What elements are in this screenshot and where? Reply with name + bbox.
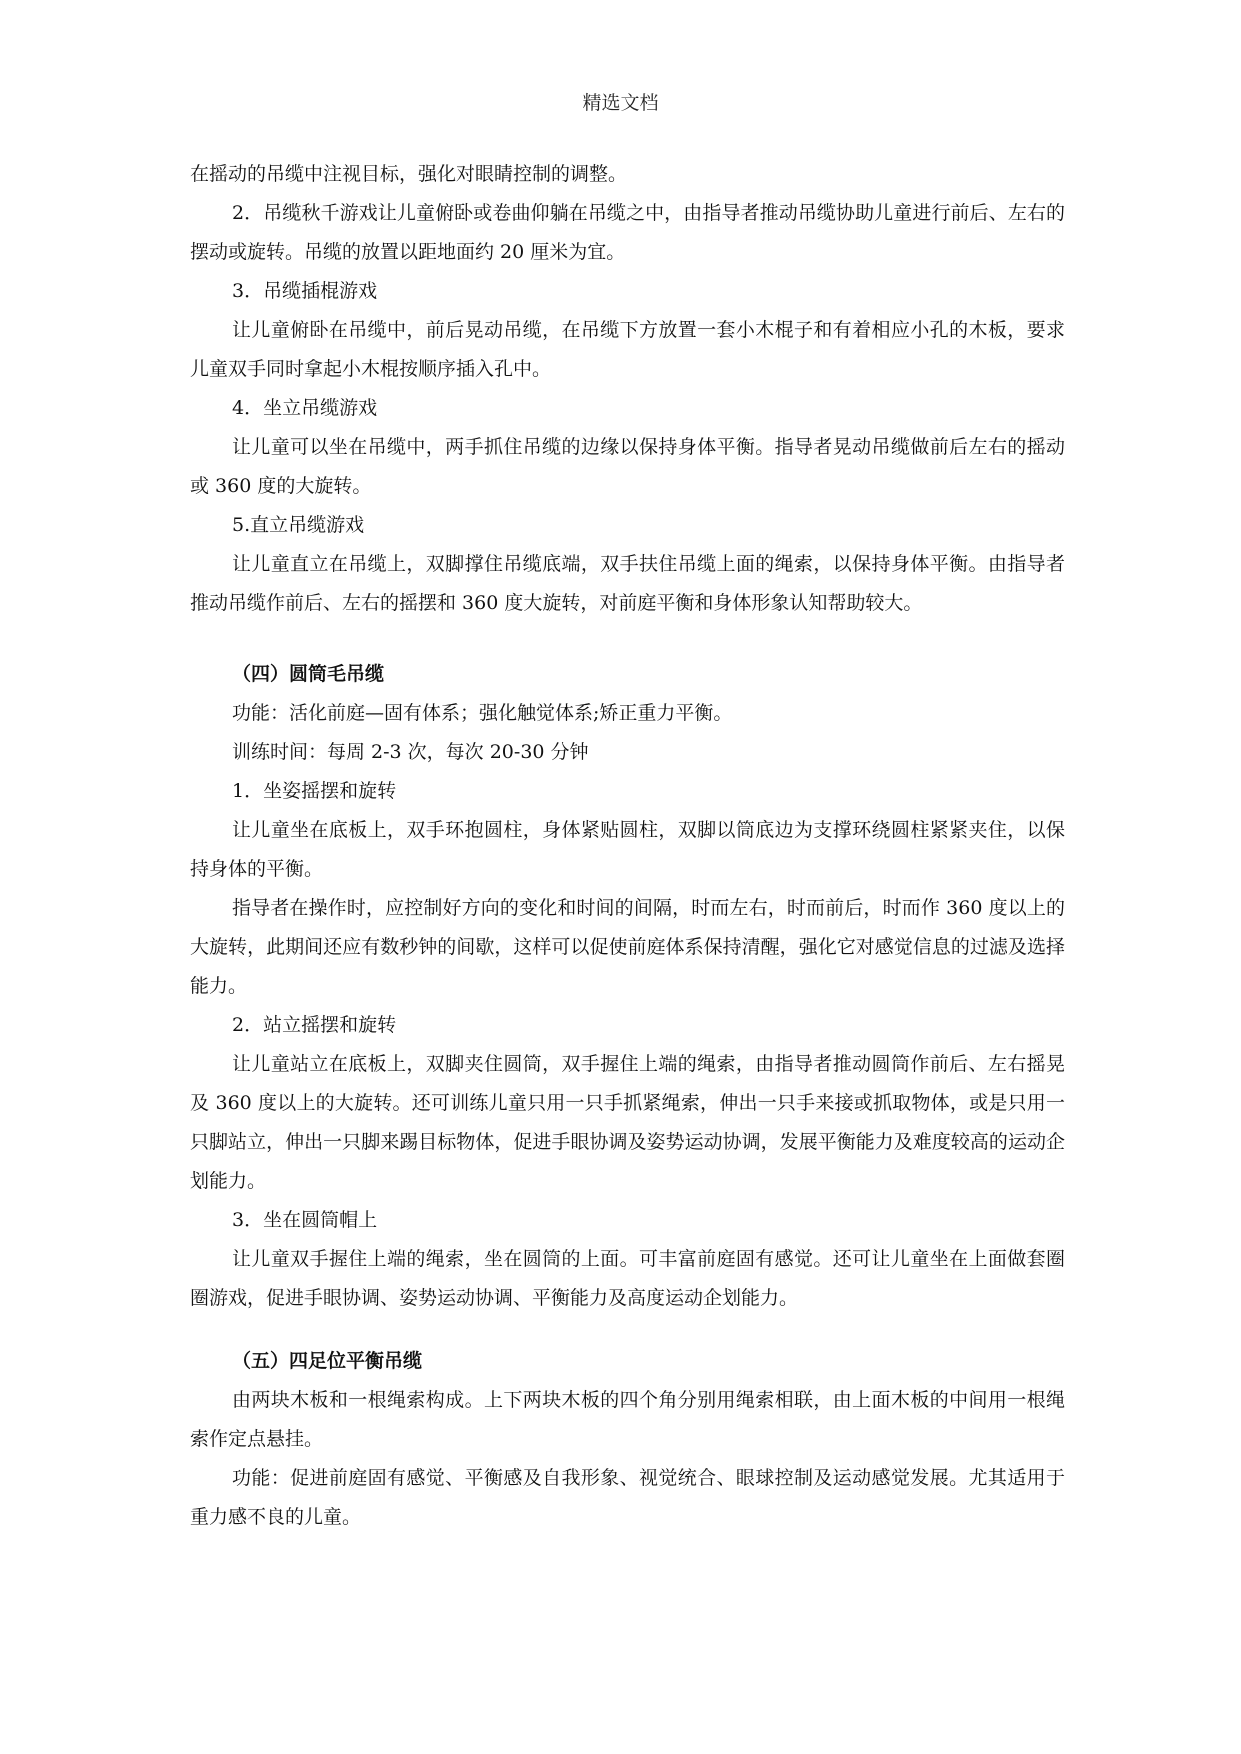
subsection-title: 5.直立吊缆游戏 bbox=[232, 514, 365, 536]
paragraph: 功能：促进前庭固有感觉、平衡感及自我形象、视觉统合、眼球控制及运动感觉发展。尤其适用于重力感不良的儿童。 bbox=[190, 1467, 1065, 1528]
paragraph: 指导者在操作时，应控制好方向的变化和时间的间隔，时而左右，时而前后，时而作 360 度以上的大旋转，此期间还应有数秒钟的间歇，这样可以促使前庭体系保持清醒，强化它对感觉信息的过滤及选择能力。 bbox=[190, 897, 1065, 997]
section-heading: （五）四足位平衡吊缆 bbox=[232, 1350, 423, 1372]
paragraph: 让儿童可以坐在吊缆中，两手抓住吊缆的边缘以保持身体平衡。指导者晃动吊缆做前后左右的摇动或 360 度的大旋转。 bbox=[190, 436, 1065, 497]
subsection-title: 3．吊缆插棍游戏 bbox=[232, 280, 378, 302]
paragraph: 让儿童站立在底板上，双脚夹住圆筒，双手握住上端的绳索，由指导者推动圆筒作前后、左右摇晃及 360 度以上的大旋转。还可训练儿童只用一只手抓紧绳索，伸出一只手来接或抓取物体，或是只用一只脚站立，伸出一只脚来踢目标物体，促进手眼协调及姿势运动协调，发展平衡能力及难度较高的运动企划能力。 bbox=[190, 1053, 1065, 1192]
section-gap bbox=[190, 623, 1065, 655]
paragraph: 训练时间：每周 2-3 次，每次 20-30 分钟 bbox=[232, 741, 589, 763]
subsection-title: 2．站立摇摆和旋转 bbox=[232, 1014, 397, 1036]
paragraph: 在摇动的吊缆中注视目标，强化对眼睛控制的调整。 bbox=[190, 163, 628, 185]
section-gap bbox=[190, 1318, 1065, 1342]
subsection-title: 1．坐姿摇摆和旋转 bbox=[232, 780, 397, 802]
paragraph: 让儿童坐在底板上，双手环抱圆柱，身体紧贴圆柱，双脚以筒底边为支撑环绕圆柱紧紧夹住，以保持身体的平衡。 bbox=[190, 819, 1065, 880]
subsection-title: 4．坐立吊缆游戏 bbox=[232, 397, 378, 419]
page-header: 精选文档 bbox=[582, 92, 659, 114]
subsection-title: 3．坐在圆筒帽上 bbox=[232, 1209, 378, 1231]
paragraph: 让儿童直立在吊缆上，双脚撑住吊缆底端，双手扶住吊缆上面的绳索，以保持身体平衡。由指导者推动吊缆作前后、左右的摇摆和 360 度大旋转，对前庭平衡和身体形象认知帮助较大。 bbox=[190, 553, 1065, 614]
section-heading: （四）圆筒毛吊缆 bbox=[232, 663, 385, 685]
paragraph: 功能：活化前庭—固有体系；强化触觉体系;矫正重力平衡。 bbox=[232, 702, 733, 724]
paragraph: 2．吊缆秋千游戏让儿童俯卧或卷曲仰躺在吊缆之中，由指导者推动吊缆协助儿童进行前后、左右的摆动或旋转。吊缆的放置以距地面约 20 厘米为宜。 bbox=[190, 202, 1065, 263]
paragraph: 让儿童俯卧在吊缆中，前后晃动吊缆，在吊缆下方放置一套小木棍子和有着相应小孔的木板，要求儿童双手同时拿起小木棍按顺序插入孔中。 bbox=[190, 319, 1065, 380]
document-body bbox=[190, 155, 1065, 1537]
paragraph: 由两块木板和一根绳索构成。上下两块木板的四个角分别用绳索相联，由上面木板的中间用一根绳索作定点悬挂。 bbox=[190, 1389, 1065, 1450]
paragraph: 让儿童双手握住上端的绳索，坐在圆筒的上面。可丰富前庭固有感觉。还可让儿童坐在上面做套圈圈游戏，促进手眼协调、姿势运动协调、平衡能力及高度运动企划能力。 bbox=[190, 1248, 1065, 1309]
